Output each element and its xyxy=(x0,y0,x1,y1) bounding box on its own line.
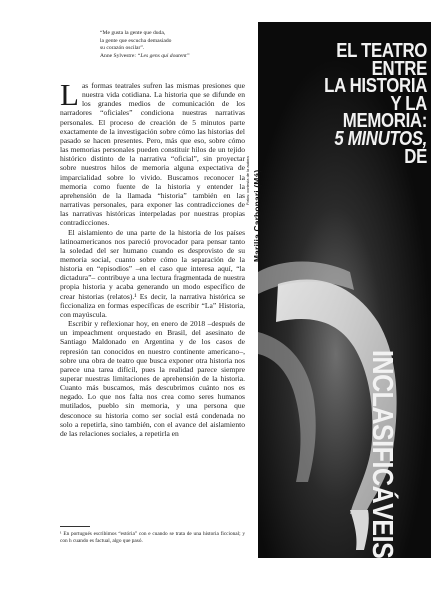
photo-credit: Fotos: cortesía de la autora xyxy=(245,156,250,205)
epigraph-line: la gente que escucha demasiado xyxy=(100,37,172,44)
vertical-title xyxy=(365,350,398,592)
title-line-italic: 5 MINUTOS, xyxy=(334,126,427,150)
article-body xyxy=(60,77,245,438)
epigraph-attribution xyxy=(100,53,250,61)
paragraph-text: as formas teatrales sufren las mismas presiones que nuestra vida cotidiana. La historia que se difunde en los grandes medios de comunicación de los narradores “oficiales” condiciona nuestras narrativas personales. El proceso de creación de 5 minutos parte exactamente de la investigación sobre cómo las historias del pasado se hacen presentes. Pero, más que eso, sobre cómo las memorias personales pueden constituir hilos de un tejido histórico distinto de la narrativa “oficial”, sin proyectar sobre nuestros hilos de memoria alguna expectativa de imparcialidad sobre lo vivido. Buscamos reconocer la memoria como fuente de la historia y entender la aprehensión de la llamada “historia” también en las narrativas personales, para exponer las contradicciones de las narrativas históricas interpeladas por nuestras propias contradicciones. xyxy=(60,81,245,228)
epigraph-line: “Me gusta la gente que duda, xyxy=(100,30,166,36)
article-paragraph: El aislamiento de una parte de la historia de los países latinoamericanos nos pareció provocador para pensar tanto la soledad del ser humano cuando es desprovisto de su memoria social, cuanto sobre cómo la separación de la historia en “episodios” –en el caso que interesa aquí, “la dictadura”– contribuye a una lectura fragmentada de nuestra propia historia y acaba generando un modo específico de crear historias (relatos).¹ Es decir, la narrativa histórica se ficcionaliza en formas específicas de escribir “La” Historia, con mayúscula. xyxy=(60,227,245,319)
article-title xyxy=(308,39,427,168)
epigraph-author: Anne Sylvestre: xyxy=(100,52,136,59)
article-paragraph xyxy=(60,77,245,228)
title-line: Y LA xyxy=(390,91,427,115)
drop-cap: L xyxy=(60,77,79,112)
title-line: DE xyxy=(404,144,427,168)
title-line: MEMORIA: xyxy=(342,109,427,133)
article-paragraph: Escribir y reflexionar hoy, en enero de 2018 –después de un impeachment orquestado en Brasil, del asesinato de Santiago Maldonado en Argentina y de los casos de represión tan conocidos en nuestro continente americano–, sobre una obra de teatro que busca exponer otra historia nos parece una tarea difícil, pues la realidad parece siempre superar nuestras limitaciones de aprehensión de la historia. Cuanto más buscamos, más descubrimos cuánto nos es negado. Lo que nos falta nos crea como seres humanos mutilados, pueblo sin memoria, y una persona que desconoce su historia como ser social está condenada no solo a repetirla, sino también, con el avance del aislamiento de las relaciones sociales, a repetirla en xyxy=(60,319,245,438)
vertical-title-text: INCLASIFICÁVEIS xyxy=(366,350,398,559)
footnote-divider xyxy=(60,526,90,527)
epigraph-work: “Les gens qui doutent” xyxy=(137,52,190,59)
title-line: ENTRE xyxy=(371,56,427,80)
title-line: EL TEATRO xyxy=(336,39,427,62)
epigraph xyxy=(100,30,250,60)
epigraph-line: su corazón oscilar”. xyxy=(100,45,145,52)
author-byline: Marilia Carbonari (Má) xyxy=(252,169,262,262)
footnote: ¹ En portugués escribimos “estória” con e cuando se trata de una historia ficcional; y con h cuando es factual, algo que pasó. xyxy=(60,531,245,544)
title-line: LA HISTORIA xyxy=(324,74,427,98)
